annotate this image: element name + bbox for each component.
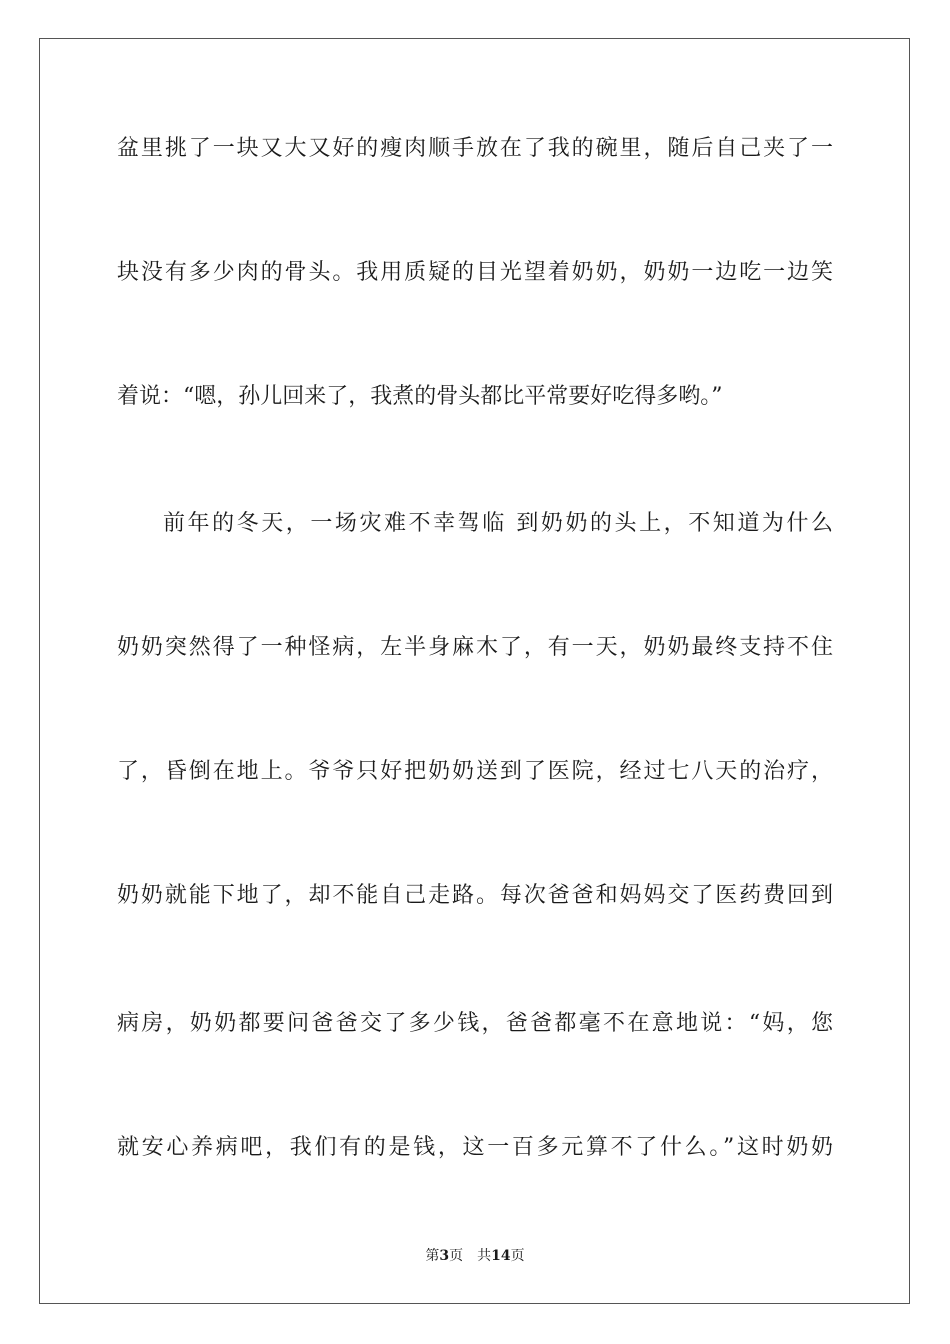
text-line: 就安心养病吧，我们有的是钱，这一百多元算不了什么。”这时奶奶 <box>117 1135 833 1160</box>
text-line: 奶奶突然得了一种怪病，左半身麻木了，有一天，奶奶最终支持不住 <box>117 635 833 660</box>
text-line: 病房，奶奶都要问爸爸交了多少钱，爸爸都毫不在意地说：“妈，您 <box>117 1011 833 1036</box>
text-line: 着说：“嗯，孙儿回来了，我煮的骨头都比平常要好吃得多哟。” <box>117 384 723 409</box>
page-footer <box>0 1245 950 1265</box>
total-label-prefix: 共 <box>477 1248 492 1264</box>
page-label-prefix: 第 <box>425 1248 440 1264</box>
total-label-suffix: 页 <box>510 1248 525 1264</box>
page-number: 3 <box>439 1248 450 1264</box>
paragraph-start-line: 前年的冬天，一场灾难不幸驾临 到奶奶的头上，不知道为什么 <box>163 511 833 536</box>
text-line: 块没有多少肉的骨头。我用质疑的目光望着奶奶，奶奶一边吃一边笑 <box>117 260 833 285</box>
page-label-suffix: 页 <box>449 1248 464 1264</box>
text-line: 奶奶就能下地了，却不能自己走路。每次爸爸和妈妈交了医药费回到 <box>117 883 833 908</box>
text-line: 盆里挑了一块又大又好的瘦肉顺手放在了我的碗里，随后自己夹了一 <box>117 136 833 161</box>
total-pages: 14 <box>491 1248 511 1264</box>
page-border <box>39 38 910 1304</box>
text-line: 了，昏倒在地上。爷爷只好把奶奶送到了医院，经过七八天的治疗， <box>117 759 833 784</box>
